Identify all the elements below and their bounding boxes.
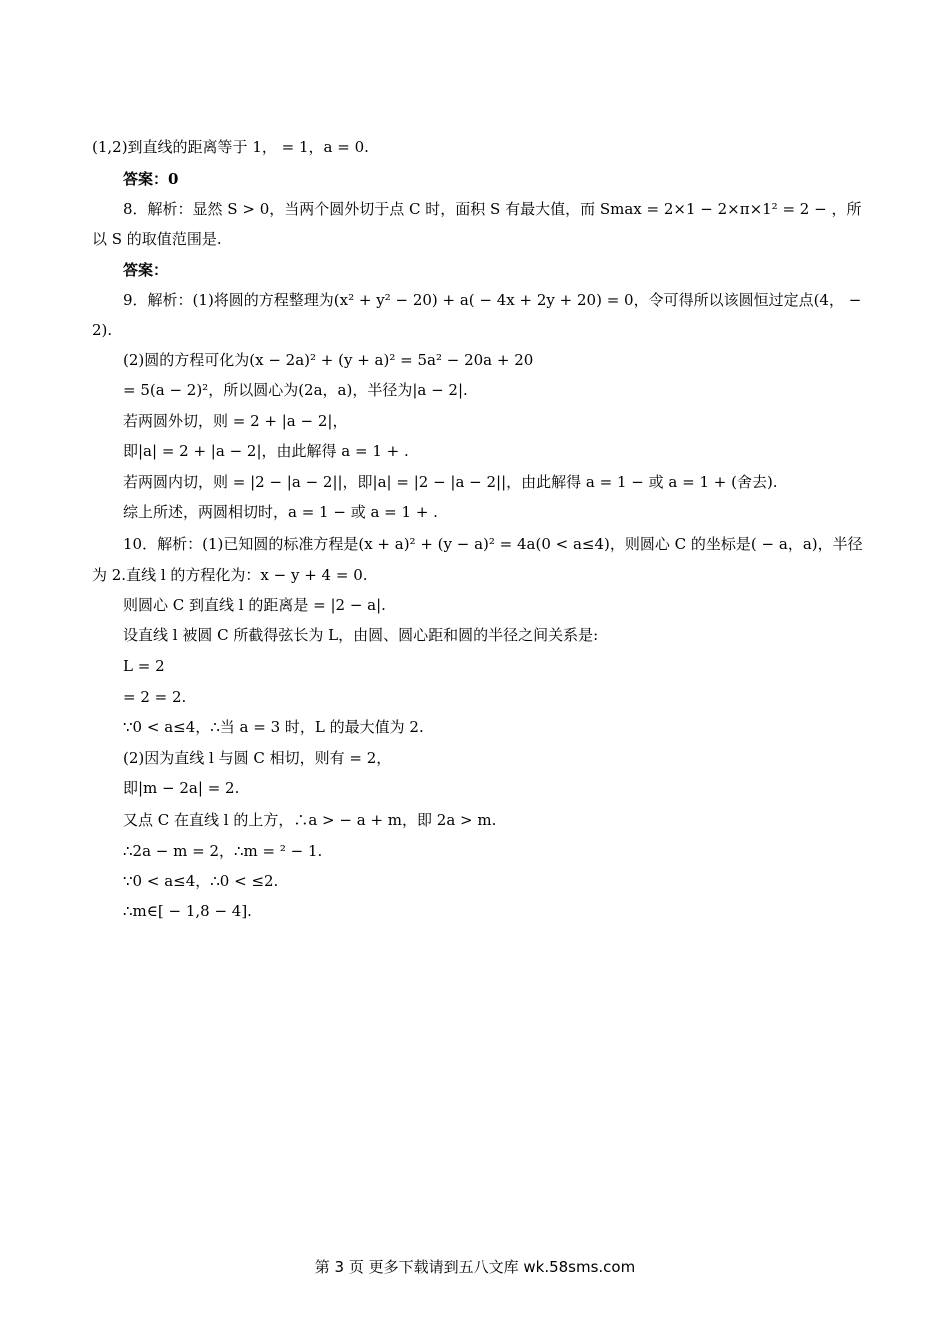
text-line: 2).: [92, 321, 113, 339]
text-line: ∴2a − m = 2，∴m = ² − 1.: [123, 842, 323, 860]
answer-line: 答案：0: [123, 170, 179, 188]
text-line: 若两圆外切，则 = 2 + |a − 2|，: [123, 412, 348, 430]
page-footer: 第 3 页 更多下载请到五八文库 wk.58sms.com: [314, 1258, 636, 1276]
solution-10-line: 10．解析：(1)已知圆的标准方程是(x + a)² + (y − a)² = 4a(0 < a≤4)，则圆心 C 的坐标是( − a，a)，半径: [123, 535, 863, 553]
text-line: ∵0 < a≤4，∴当 a = 3 时，L 的最大值为 2.: [123, 718, 424, 736]
text-line: 设直线 l 被圆 C 所截得弦长为 L，由圆、圆心距和圆的半径之间关系是:: [123, 626, 599, 644]
solution-8-line: 8．解析：显然 S > 0，当两个圆外切于点 C 时，面积 S 有最大值，而 Smax = 2×1 − 2×π×1² = 2 − ，所: [123, 200, 862, 218]
text-line: (2)因为直线 l 与圆 C 相切，则有 = 2，: [123, 749, 392, 767]
text-line: 综上所述，两圆相切时，a = 1 − 或 a = 1 + .: [123, 503, 438, 521]
text-line: 即|m − 2a| = 2.: [123, 779, 240, 797]
text-line: (2)圆的方程可化为(x − 2a)² + (y + a)² = 5a² − 20a + 20: [123, 351, 534, 369]
text-line: 为 2.直线 l 的方程化为：x − y + 4 = 0.: [92, 566, 368, 584]
text-line: 即|a| = 2 + |a − 2|，由此解得 a = 1 + .: [123, 442, 409, 460]
text-line: 以 S 的取值范围是.: [92, 230, 222, 248]
text-line: = 2 = 2.: [123, 688, 187, 706]
text-line: ∴m∈[ − 1,8 − 4].: [123, 902, 252, 920]
text-line: 则圆心 C 到直线 l 的距离是 = |2 − a|.: [123, 596, 386, 614]
text-line: 又点 C 在直线 l 的上方，∴a > − a + m，即 2a > m.: [123, 811, 497, 829]
text-line: ∵0 < a≤4，∴0 < ≤2.: [123, 872, 279, 890]
text-line: = 5(a − 2)²，所以圆心为(2a，a)，半径为|a − 2|.: [123, 381, 468, 399]
text-line: 若两圆内切，则 = |2 − |a − 2||，即|a| = |2 − |a − 2||，由此解得 a = 1 − 或 a = 1 + (舍去).: [123, 473, 778, 491]
text-line: L = 2: [123, 657, 165, 675]
answer-line: 答案：: [123, 261, 169, 279]
solution-9-line: 9．解析：(1)将圆的方程整理为(x² + y² − 20) + a( − 4x + 2y + 20) = 0，令可得所以该圆恒过定点(4， −: [123, 291, 862, 309]
text-line: (1,2)到直线的距离等于 1， = 1，a = 0.: [92, 138, 369, 156]
